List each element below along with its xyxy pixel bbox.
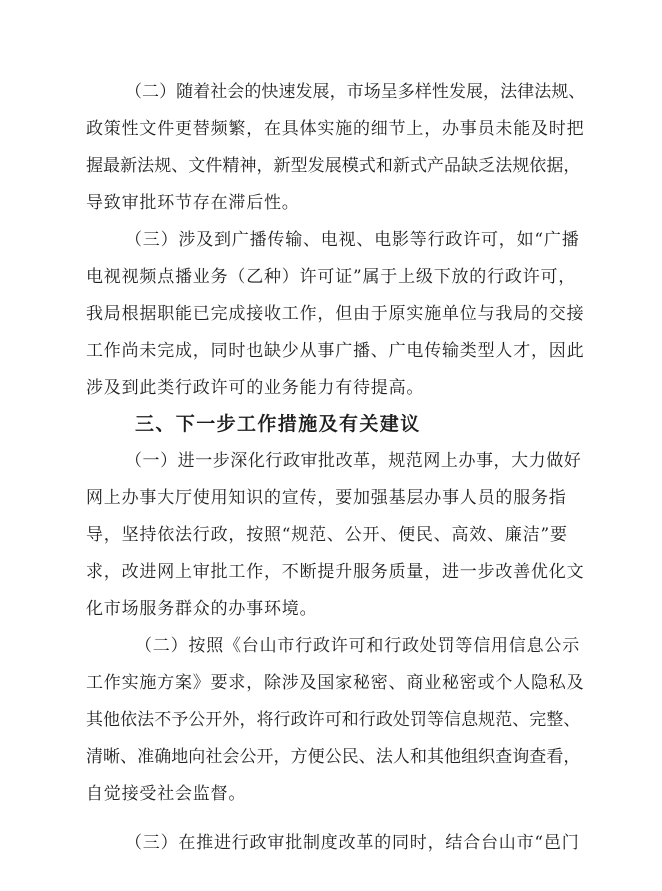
suggestion-2-line-2: 工作实施方案》要求，除涉及国家秘密、商业秘密或个人隐私及 xyxy=(86,673,585,693)
paragraph-3-line-5: 涉及到此类行政许可的业务能力有待提高。 xyxy=(86,378,425,398)
suggestion-1-line-2: 网上办事大厅使用知识的宣传，要加强基层办事人员的服务指 xyxy=(86,488,567,508)
suggestion-3-line-1: （三）在推进行政审批制度改革的同时，结合台山市“邑门 xyxy=(125,833,580,853)
suggestion-2-line-1: （二）按照《台山市行政许可和行政处罚等信用信息公示 xyxy=(135,636,580,656)
suggestion-1-line-5: 化市场服务群众的办事环境。 xyxy=(86,599,318,619)
paragraph-3-line-2: 电视视频点播业务（乙种）许可证”属于上级下放的行政许可， xyxy=(86,267,577,287)
suggestion-2-line-3: 其他依法不予公开外，将行政许可和行政处罚等信息规范、完整、 xyxy=(86,710,581,730)
paragraph-3-line-4: 工作尚未完成，同时也缺少从事广播、广电传输类型人才，因此 xyxy=(86,341,585,361)
suggestion-1-line-1: （一）进一步深化行政审批改革，规范网上办事，大力做好 xyxy=(125,451,582,471)
suggestion-2-line-4: 清晰、准确地向社会公开，方便公民、法人和其他组织查询查看， xyxy=(86,747,581,767)
section-heading: 三、下一步工作措施及有关建议 xyxy=(135,413,421,435)
suggestion-1-line-4: 求，改进网上审批工作，不断提升服务质量，进一步改善优化文 xyxy=(86,562,585,582)
paragraph-2-line-3: 握最新法规、文件精神，新型发展模式和新式产品缺乏法规依据， xyxy=(86,156,581,176)
paragraph-3-line-1: （三）涉及到广播传输、电视、电影等行政许可，如“广播 xyxy=(125,230,580,250)
suggestion-1-line-3: 导，坚持依法行政，按照“规范、公开、便民、高效、廉洁”要 xyxy=(86,525,568,545)
paragraph-2-line-2: 政策性文件更替频繁，在具体实施的细节上，办事员未能及时把 xyxy=(86,119,585,139)
paragraph-2-line-4: 导致审批环节存在滞后性。 xyxy=(86,193,300,213)
paragraph-2-line-1: （二）随着社会的快速发展，市场呈多样性发展，法律法规、 xyxy=(125,82,586,102)
paragraph-3-line-3: 我局根据职能已完成接收工作，但由于原实施单位与我局的交接 xyxy=(86,304,585,324)
suggestion-2-line-5: 自觉接受社会监督。 xyxy=(86,784,247,804)
